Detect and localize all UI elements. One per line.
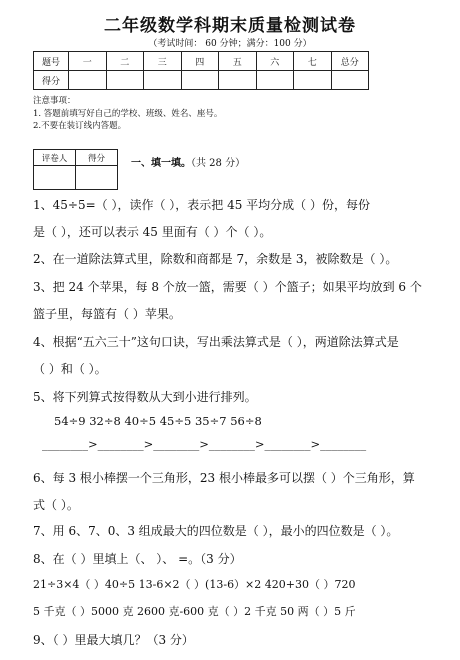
- score-table-score-row: [34, 71, 369, 90]
- question-3-line-b: 篮子里，每篮有（ ）苹果。: [33, 307, 181, 321]
- exam-title: 二年级数学科期末质量检测试卷: [104, 16, 356, 36]
- score-blank-cell: [106, 71, 144, 90]
- question-8-row-1: 21÷3×4（ ）40÷5 13-6×2（ ）(13-6）×2 420+30（ ）720: [33, 578, 356, 591]
- section-points: （共 28 分）: [191, 158, 246, 169]
- question-5: 5、将下列算式按得数从大到小进行排列。: [33, 390, 257, 404]
- question-9: 9、（ ）里最大填几？（3 分）: [33, 633, 194, 647]
- score-cell: 四: [181, 52, 219, 71]
- question-1-line-b: 是（ ），还可以表示 45 里面有（ ）个（ ）。: [33, 225, 272, 239]
- score-blank-cell: [181, 71, 219, 90]
- question-3-line-a: 3、把 24 个苹果，每 8 个放一篮，需要（ ）个篮子；如果平均放到 6 个: [33, 280, 422, 294]
- question-5-expressions: 54÷9 32÷8 40÷5 45÷5 35÷7 56÷8: [54, 414, 262, 428]
- grader-blank-cell: [76, 166, 118, 190]
- score-blank-cell: [256, 71, 294, 90]
- question-8-row-2: 5 千克（ ）5000 克 2600 克-600 克（ ）2 千克 50 两（ ）5 斤: [33, 605, 356, 618]
- grader-blank-cell: [34, 166, 76, 190]
- score-cell: 一: [69, 52, 107, 71]
- score-cell: 六: [256, 52, 294, 71]
- score-blank-cell: [294, 71, 332, 90]
- grader-score-label: 得分: [76, 150, 118, 166]
- grader-table: [33, 149, 118, 190]
- question-4-line-a: 4、根据“五六三十”这句口诀，写出乘法算式是（ ），两道除法算式是: [33, 335, 399, 349]
- question-8: 8、在（ ）里填上（、 ）、 =。（3 分）: [33, 552, 242, 566]
- score-blank-cell: [219, 71, 257, 90]
- score-cell: 五: [219, 52, 257, 71]
- score-cell: 七: [294, 52, 332, 71]
- section-heading: [131, 154, 245, 169]
- score-table-header-row: [34, 52, 369, 71]
- question-4-line-b: （ ）和（ ）。: [33, 362, 107, 376]
- score-cell: 三: [144, 52, 182, 71]
- question-1-line-a: 1、45÷5=（ ），读作（ ），表示把 45 平均分成（ ）份，每份: [33, 198, 370, 212]
- score-cell: 总分: [331, 52, 369, 71]
- question-2: 2、在一道除法算式里，除数和商都是 7，余数是 3，被除数是（ ）。: [33, 252, 398, 266]
- score-row-label: 得分: [34, 71, 69, 90]
- grader-label: 评卷人: [34, 150, 76, 166]
- question-7: 7、用 6、7、0、3 组成最大的四位数是（ ），最小的四位数是（ ）。: [33, 524, 399, 538]
- score-blank-cell: [69, 71, 107, 90]
- score-table: [33, 51, 369, 90]
- question-5-order-blanks: ________>________>________>________>________>________: [42, 437, 367, 451]
- section-title: 一、填一填。: [131, 158, 191, 169]
- exam-subtitle: （考试时间： 60 分钟；满分：100 分）: [148, 39, 312, 49]
- notice-item: 1. 答题前填写好自己的学校、班级、姓名、座号。: [33, 108, 223, 119]
- score-cell: 题号: [34, 52, 69, 71]
- score-blank-cell: [331, 71, 369, 90]
- notice-heading: 注意事项：: [33, 96, 76, 106]
- question-6-line-a: 6、每 3 根小棒摆一个三角形，23 根小棒最多可以摆（ ）个三角形，算: [33, 471, 415, 485]
- score-blank-cell: [144, 71, 182, 90]
- score-cell: 二: [106, 52, 144, 71]
- notice-item: 2.不要在装订线内答题。: [33, 121, 127, 131]
- notice-block: [33, 95, 222, 133]
- question-6-line-b: 式（ ）。: [33, 498, 79, 512]
